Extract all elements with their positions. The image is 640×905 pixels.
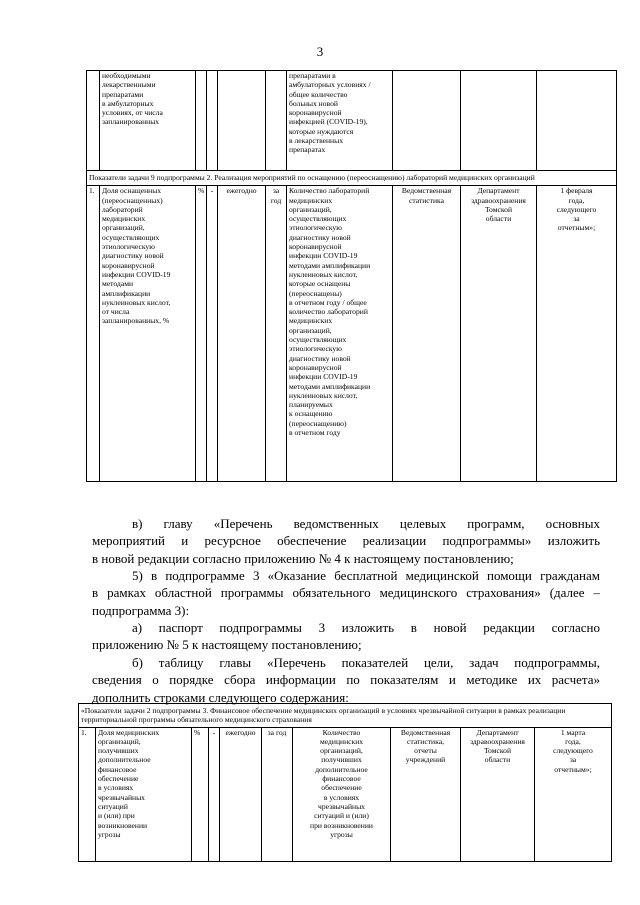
formula-cell: Количество лабораторий медицинских организаций, осуществляющих этиологическую диагностику новой коронавирусной инфекции COVID-19 методами амплификации нуклеиновых кислот, которые оснащены (переоснащены) в отчетном году / общее количество лабораторий медицинских организаций, осуществляющих этиологическую диагностику новой коронавирусной инфекции COVID-19 методами амплификации нуклеиновых кислот, планируемых к оснащению (переоснащению) в отчетном году [287, 186, 393, 482]
table-row [87, 186, 617, 482]
row-number: 1. [79, 727, 96, 861]
paragraph-line: а) паспорт подпрограммы 3 изложить в новой редакции согласно [132, 620, 600, 635]
responsible-cell: Департамент здравоохранения Томской области [461, 727, 535, 861]
paragraph-a [92, 619, 600, 654]
paragraph-line: в рамках областной программы обязательного медицинского страхования» (далее – [92, 585, 600, 601]
section-header: «Показатели задачи 2 подпрограммы 3. Финансовое обеспечение медицинских организаций в условиях чрезвычайной ситуации в рамках реализации территориальной программы обязательного медицинского страхования [79, 704, 612, 728]
section-header: Показатели задачи 9 подпрограммы 2. Реализация мероприятий по оснащению (переоснащению) лабораторий медицинских организаций [87, 171, 617, 186]
period-cell: за год [266, 186, 287, 482]
indicators-table-1 [86, 70, 617, 482]
deadline-cell: 1 марта года, следующего за отчетным»; [535, 727, 612, 861]
paragraph-line: подпрограмма 3): [92, 602, 190, 618]
dash-cell: - [207, 186, 218, 482]
indicators-table-2 [78, 703, 612, 862]
indicator-cell: Доля медицинских организаций, получивших дополнительное финансовое обеспечение в условиях чрезвычайных ситуаций и (или) при возникновении угрозы [96, 727, 192, 861]
period-cell: за год [262, 727, 293, 861]
paragraph-line: в новой редакции согласно приложению № 4 к настоящему постановлению; [92, 550, 514, 566]
formula-cell: препаратами в амбулаторных условиях / общее количество больных новой коронавирусной инфекцией (COVID-19), которые нуждаются в лекарственных препаратах [287, 71, 393, 171]
paragraph-line: мероприятий и ресурсное обеспечение реализации подпрограммы» изложить [92, 533, 600, 549]
source-cell: Ведомственная статистика [393, 186, 461, 482]
paragraph-5 [92, 567, 600, 619]
unit-cell: % [196, 186, 207, 482]
indicator-cell: необходимыми лекарственными препаратами в амбулаторных условиях, от числа запланированных [100, 71, 196, 171]
section-header-row [79, 704, 612, 728]
paragraph-line: б) таблицу главы «Перечень показателей цели, задач подпрограммы, [132, 655, 600, 670]
paragraph-line: дополнить строками следующего содержания: [92, 689, 349, 705]
row-number: 1. [87, 186, 100, 482]
page-number: 3 [316, 44, 324, 59]
table-row [79, 727, 612, 861]
source-cell: Ведомственная статистика, отчеты учреждений [391, 727, 461, 861]
paragraph-line: 5) в подпрограмме 3 «Оказание бесплатной медицинской помощи гражданам [132, 568, 600, 583]
periodicity-cell: ежегодно [218, 186, 266, 482]
paragraph-v [92, 515, 600, 567]
paragraph-line: в) главу «Перечень ведомственных целевых программ, основных [132, 516, 600, 531]
section-header-row [87, 171, 617, 186]
deadline-cell: 1 февраля года, следующего за отчетным»; [537, 186, 617, 482]
indicator-cell: Доля оснащенных (переоснащенных) лабораторий медицинских организаций, осуществляющих этиологическую диагностику новой коронавирусной инфекции COVID-19 методами амплификации нуклеиновых кислот, от числа запланированных, % [100, 186, 196, 482]
responsible-cell: Департамент здравоохранения Томской области [461, 186, 537, 482]
paragraph-b [92, 654, 600, 706]
periodicity-cell: ежегодно [220, 727, 262, 861]
formula-cell: Количество медицинских организаций, получивших дополнительное финансовое обеспечение в условиях чрезвычайных ситуаций и (или) при возникновении угрозы [293, 727, 391, 861]
table-row [87, 71, 617, 171]
paragraph-line: сведения о порядке сбора информации по показателям и методике их расчета» [92, 672, 600, 688]
paragraph-line: приложению № 5 к настоящему постановлению; [92, 637, 362, 653]
unit-cell: % [192, 727, 209, 861]
dash-cell: - [209, 727, 220, 861]
